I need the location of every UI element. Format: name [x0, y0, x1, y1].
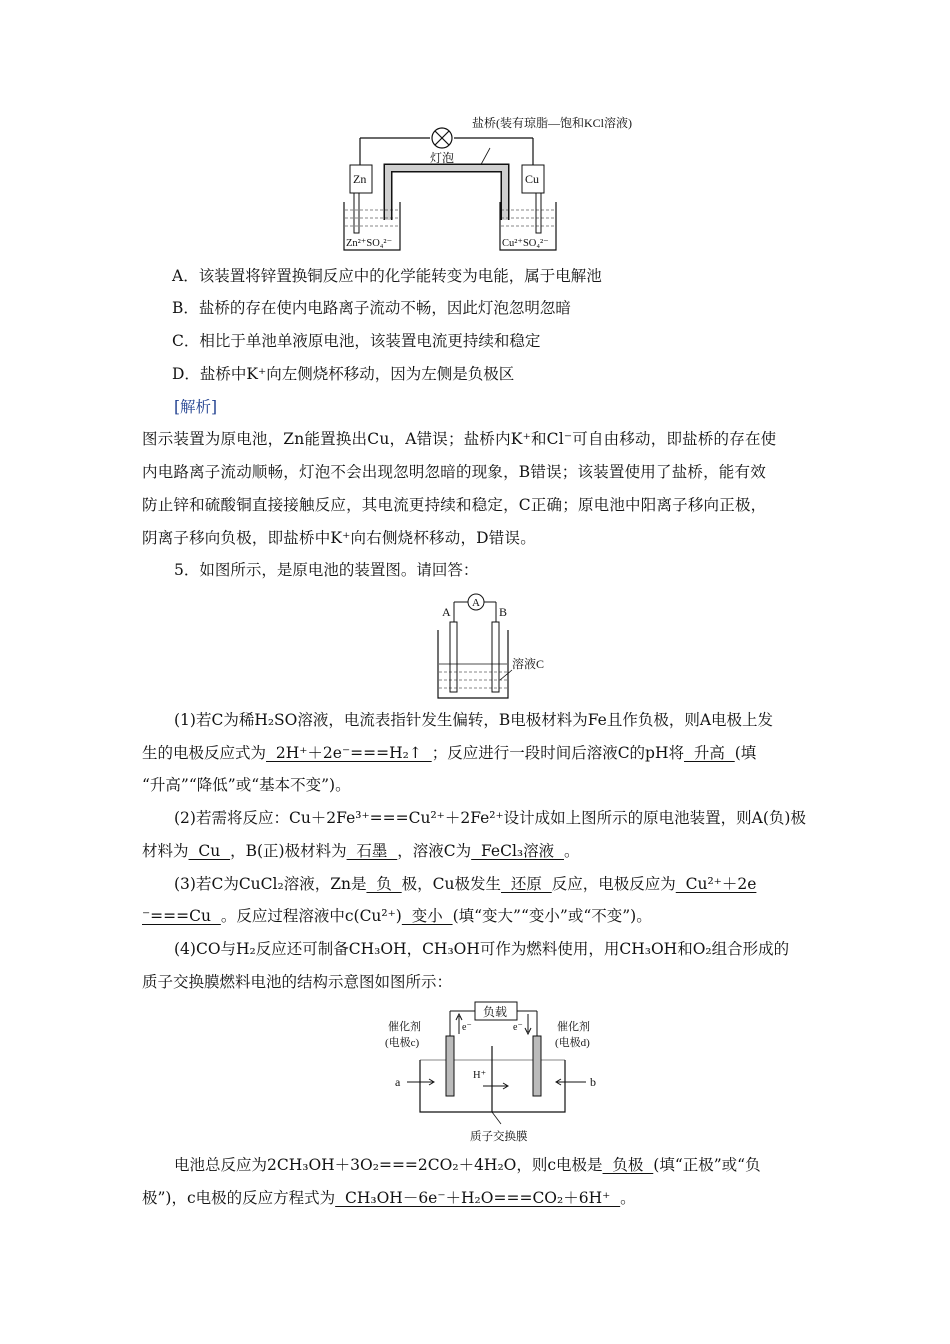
ammeter-cell-diagram — [430, 590, 560, 702]
electrode-b-label: B — [499, 605, 508, 619]
q5-p3-line1 — [174, 873, 756, 895]
q5-p3-answer-3a: Cu²⁺＋2e — [675, 875, 757, 893]
proton-arrow-icon — [483, 1083, 508, 1089]
q5-p1-line3: “升高”“降低”或“基本不变”)。 — [142, 776, 351, 794]
salt-bridge-label: 盐桥(装有琼脂—饱和KCl溶液) — [472, 116, 632, 130]
q5-p2-answer-3: FeCl₃溶液 — [471, 842, 564, 860]
q5-p5-line2 — [142, 1187, 636, 1209]
analysis-line-2: 内电路离子流动顺畅，灯泡不会出现忽明忽暗的现象，B错误；该装置使用了盐桥，能有效 — [142, 463, 766, 481]
q5-p4-line2: 质子交换膜燃料电池的结构示意图如图所示： — [142, 973, 453, 991]
q5-p2-text-mid2: ，溶液C为 — [397, 842, 472, 860]
q5-p3-text-mid: 。反应过程溶液中c(Cu²⁺) — [220, 907, 402, 925]
q5-p3-text-mid2: 反应，电极反应为 — [551, 875, 676, 893]
q5-p2-text: 材料为 — [142, 842, 189, 860]
bulb-icon — [432, 128, 452, 148]
q5-p5-text2: 极”)，c电极的反应方程式为 — [142, 1189, 336, 1207]
fuel-cell-diagram — [385, 1000, 610, 1145]
analysis-line-1: 图示装置为原电池，Zn能置换出Cu，A错误；盐桥内K⁺和Cl⁻可自由移动，即盐桥的存在使 — [142, 430, 777, 448]
inlet-a-label: a — [395, 1075, 401, 1089]
load-label: 负载 — [483, 1005, 508, 1019]
right-electrode-label: Cu — [525, 172, 540, 186]
membrane-label: 质子交换膜 — [470, 1131, 528, 1143]
option-d: D．盐桥中K⁺向左侧烧杯移动，因为左侧是负极区 — [172, 365, 515, 383]
q5-p2-text-post: 。 — [564, 842, 580, 860]
left-solution-label: Zn²⁺SO₄²⁻ — [346, 238, 393, 249]
bulb-label: 灯泡 — [430, 151, 455, 165]
q5-p3-text-mid1: 极，Cu极发生 — [401, 875, 502, 893]
electron-right-label: e⁻ — [513, 1022, 523, 1033]
q5-p3-answer-3b: ⁻===Cu — [142, 907, 221, 925]
inlet-b-arrow-icon — [556, 1079, 586, 1085]
analysis-tag: [解析] — [174, 398, 218, 416]
q5-p5-text-post: (填“正极”或“负 — [653, 1156, 761, 1174]
ammeter-label: A — [472, 597, 480, 609]
q5-p2-answer-2: 石墨 — [346, 842, 398, 860]
right-solution-label: Cu²⁺SO₄²⁻ — [502, 238, 549, 249]
q5-p1-line2 — [142, 742, 756, 764]
salt-bridge-cell-diagram — [330, 110, 650, 260]
q5-p1-line1: (1)若C为稀H₂SO溶液，电流表指针发生偏转，B电极材料为Fe且作负极，则A电极上发 — [174, 711, 774, 729]
q5-p1-text-post: (填 — [734, 744, 757, 762]
option-a: A．该装置将锌置换铜反应中的化学能转变为电能，属于电解池 — [172, 267, 602, 285]
q5-p1-answer-1: 2H⁺＋2e⁻===H₂↑ — [266, 744, 432, 762]
inlet-b-label: b — [590, 1075, 596, 1089]
q5-p1-text: 生的电极反应式为 — [142, 744, 267, 762]
solution-c-label: 溶液C — [512, 657, 545, 671]
electrode-d-label: (电极d) — [555, 1037, 590, 1049]
q5-p5-text: 电池总反应为2CH₃OH＋3O₂===2CO₂＋4H₂O，则c电极是 — [174, 1156, 603, 1174]
catalyst-right-label: 催化剂 — [557, 1021, 590, 1033]
q5-stem: 5．如图所示，是原电池的装置图。请回答： — [174, 561, 479, 579]
q5-p2-answer-1: Cu — [188, 842, 231, 860]
q5-p2-text-mid1: ，B(正)极材料为 — [230, 842, 347, 860]
electrode-a-label: A — [442, 605, 451, 619]
q5-p5-text2-post: 。 — [620, 1189, 636, 1207]
q5-p5-answer-1: 负极 — [602, 1156, 654, 1174]
ammeter-icon — [468, 594, 484, 610]
option-c: C．相比于单池单液原电池，该装置电流更持续和稳定 — [172, 332, 541, 350]
electrode-c-label: (电极c) — [385, 1037, 420, 1049]
electron-arrow-down-icon — [525, 1014, 531, 1034]
proton-label: H⁺ — [473, 1070, 487, 1081]
option-b: B．盐桥的存在使内电路离子流动不畅，因此灯泡忽明忽暗 — [172, 299, 571, 317]
analysis-line-4: 阴离子移向负极，即盐桥中K⁺向右侧烧杯移动，D错误。 — [142, 529, 536, 547]
q5-p2-line2 — [142, 840, 580, 862]
q5-p1-text-mid: ；反应进行一段时间后溶液C的pH将 — [431, 744, 684, 762]
q5-p5-answer-2: CH₃OH－6e⁻＋H₂O===CO₂＋6H⁺ — [335, 1189, 621, 1207]
left-electrode-label: Zn — [353, 172, 367, 186]
catalyst-left-label: 催化剂 — [388, 1021, 421, 1033]
q5-p3-answer-2: 还原 — [501, 875, 552, 893]
q5-p5-line1 — [174, 1154, 761, 1176]
q5-p2-line1: (2)若需将反应：Cu＋2Fe³⁺===Cu²⁺＋2Fe²⁺设计成如上图所示的原电池装置，则A(负)极 — [174, 809, 806, 827]
q5-p3-text-post: (填“变大”“变小”或“不变”)。 — [452, 907, 652, 925]
q5-p3-line2 — [142, 905, 652, 927]
q5-p3-answer-1: 负 — [366, 875, 402, 893]
q5-p3-answer-4: 变小 — [401, 907, 453, 925]
q5-p4-line1: (4)CO与H₂反应还可制备CH₃OH，CH₃OH可作为燃料使用，用CH₃OH和O₂组合形成的 — [174, 940, 790, 958]
q5-p3-text: (3)若C为CuCl₂溶液，Zn是 — [174, 875, 367, 893]
q5-p1-answer-2: 升高 — [684, 744, 735, 762]
electron-left-label: e⁻ — [462, 1022, 472, 1033]
analysis-line-3: 防止锌和硫酸铜直接接触反应，其电流更持续和稳定，C正确；原电池中阳离子移向正极， — [142, 496, 767, 514]
